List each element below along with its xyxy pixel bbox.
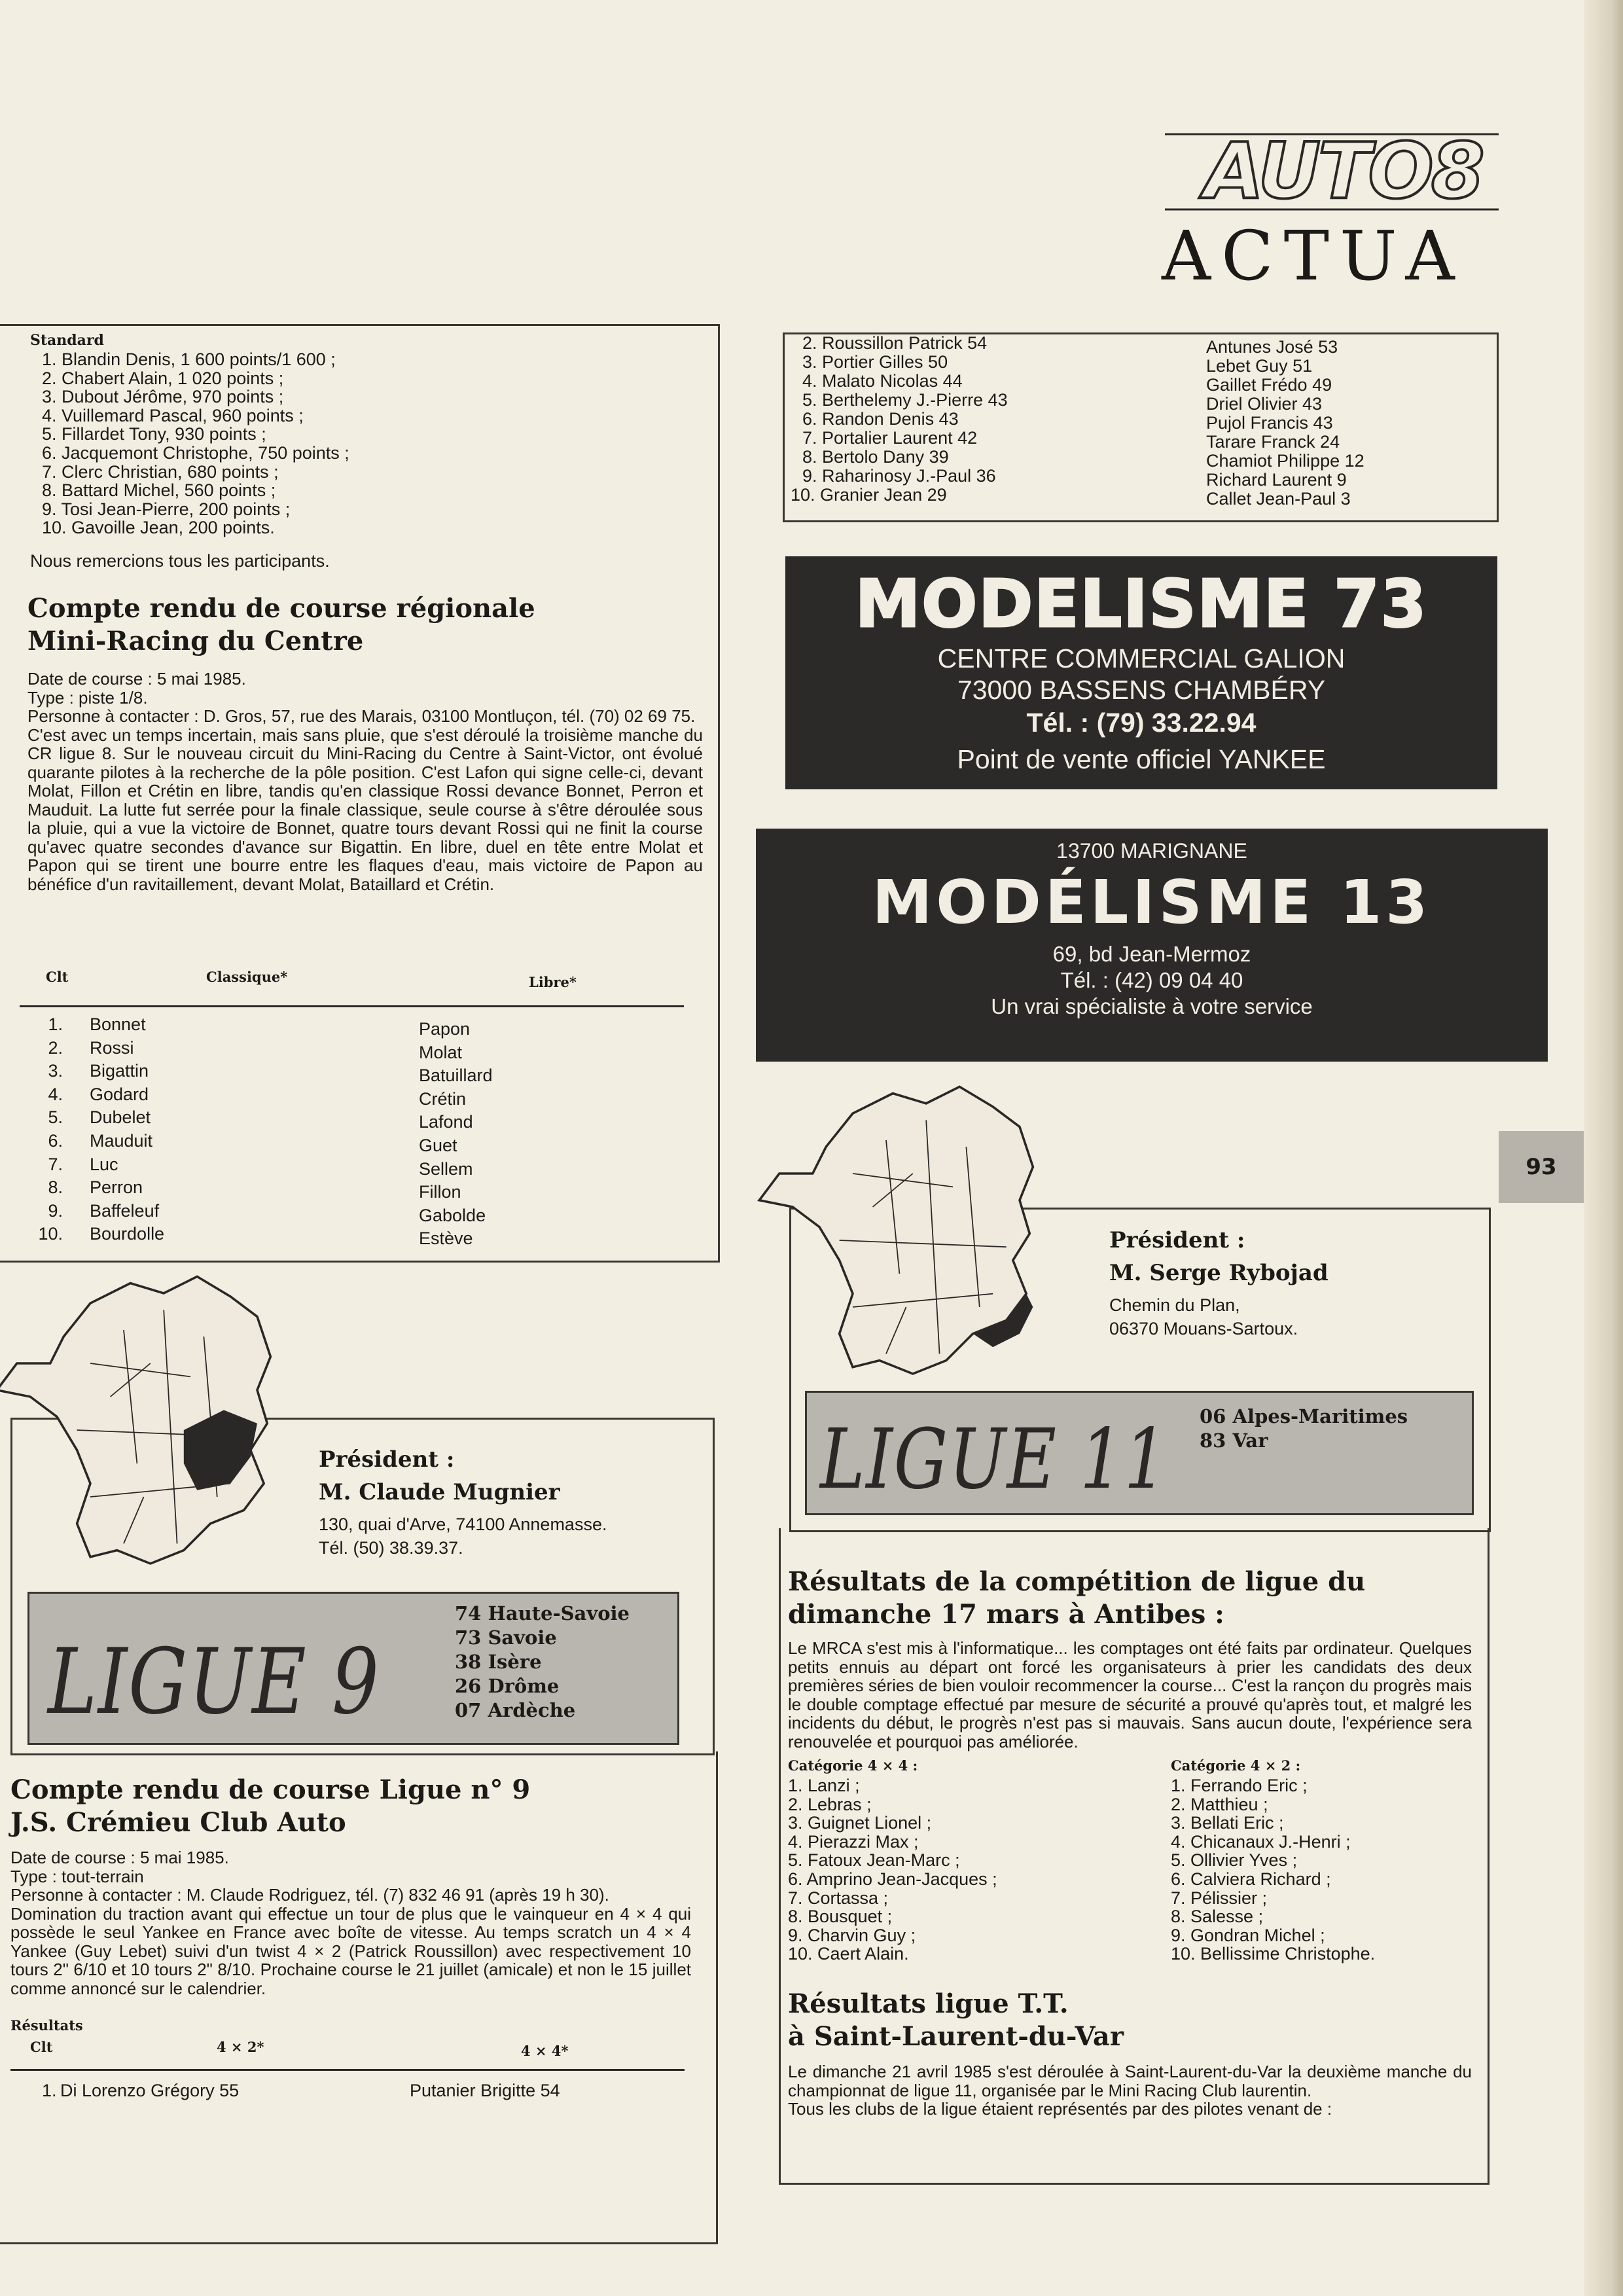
logo-mark	[1158, 118, 1505, 216]
list-item: 6. Randon Denis 43	[802, 409, 959, 429]
article-antibes	[788, 1566, 1472, 2119]
list-item: 8. Bertolo Dany 39	[802, 447, 949, 467]
article-ligue9-title-1: Compte rendu de course Ligue n° 9	[10, 1774, 531, 1805]
article-centre	[27, 592, 703, 893]
row-libre: Lafond	[419, 1112, 473, 1132]
row-classique: Rossi	[90, 1037, 134, 1058]
ad13-name: MODÉLISME 13	[872, 867, 1432, 937]
row-clt: 5.	[48, 1107, 63, 1128]
ad73-tagline: Point de vente officiel YANKEE	[957, 744, 1326, 774]
list-item: 2. Roussillon Patrick 54	[802, 333, 988, 353]
l9-row-4x2: Di Lorenzo Grégory 55	[60, 2081, 240, 2100]
ligue11-addr1: Chemin du Plan,	[1109, 1295, 1240, 1315]
list-item: 6. Calviera Richard ;	[1171, 1869, 1331, 1889]
row-libre: Batuillard	[419, 1066, 493, 1086]
row-libre: Fillon	[419, 1182, 461, 1202]
row-classique: Bigattin	[90, 1061, 149, 1081]
article-centre-title-1: Compte rendu de course régionale	[27, 593, 535, 624]
dept-item: 07 Ardèche	[455, 1699, 576, 1721]
table-row	[20, 1037, 687, 1060]
ad73-name: MODELISME 73	[855, 565, 1428, 642]
table-row	[20, 1153, 687, 1177]
list-item: 1. Lanzi ;	[788, 1776, 860, 1795]
article-centre-title-2: Mini-Racing du Centre	[27, 626, 364, 656]
row-classique: Bonnet	[90, 1014, 146, 1034]
standard-list	[42, 350, 698, 537]
ad13-top: 13700 MARIGNANE	[1056, 839, 1247, 863]
standard-title: Standard	[30, 332, 104, 349]
article-ligue9-meta-2: Type : tout-terrain	[10, 1866, 144, 1886]
list-item: 4. Pierazzi Max ;	[788, 1831, 919, 1852]
row-libre: Papon	[419, 1019, 471, 1039]
list-item: 10. Granier Jean 29	[791, 485, 947, 505]
magazine-logo	[1158, 118, 1505, 314]
list-item: 2. Matthieu ;	[1171, 1794, 1268, 1814]
dept-item: 06 Alpes-Maritimes	[1200, 1405, 1408, 1427]
list-item: 3. Bellati Eric ;	[1171, 1813, 1284, 1833]
l9-col-4x2: 4 × 2*	[217, 2039, 264, 2055]
page-number: 93	[1499, 1131, 1584, 1203]
list-item: Antunes José 53	[1206, 337, 1338, 357]
col-libre: Libre*	[529, 974, 577, 990]
ad73-line2: 73000 BASSENS CHAMBÉRY	[957, 675, 1326, 705]
ad73-line1: CENTRE COMMERCIAL GALION	[937, 643, 1346, 673]
list-item: 3. Guignet Lionel ;	[788, 1813, 932, 1833]
row-clt: 1.	[48, 1014, 63, 1034]
dept-item: 38 Isère	[455, 1651, 542, 1673]
list-item: 8. Salesse ;	[1171, 1907, 1264, 1927]
cat-4x2-title: Catégorie 4 × 2 :	[1171, 1757, 1301, 1774]
row-clt: 2.	[48, 1037, 63, 1058]
ligue9-addr1: 130, quai d'Arve, 74100 Annemasse.	[319, 1515, 607, 1534]
list-item: Gaillet Frédo 49	[1206, 375, 1332, 395]
table-row	[20, 1013, 687, 1037]
list-item: 10. Caert Alain.	[788, 1944, 909, 1964]
list-item: 9. Raharinosy J.-Paul 36	[802, 466, 996, 486]
table-row	[20, 1130, 687, 1153]
list-item: 2. Chabert Alain, 1 020 points ;	[42, 368, 284, 388]
list-item: 2. Lebras ;	[788, 1794, 872, 1814]
list-item: 6. Jacquemont Christophe, 750 points ;	[42, 442, 349, 463]
list-item: 1. Blandin Denis, 1 600 points/1 600 ;	[42, 350, 336, 369]
ligue9-president	[319, 1443, 698, 1560]
list-item: 4. Chicanaux J.-Henri ;	[1171, 1831, 1351, 1852]
results-label: Résultats	[10, 2017, 83, 2034]
list-item: Lebet Guy 51	[1206, 356, 1313, 376]
list-item: 10. Gavoille Jean, 200 points.	[42, 518, 275, 538]
ligue11-addr2: 06370 Mouans-Sartoux.	[1109, 1319, 1298, 1338]
list-item: 10. Bellissime Christophe.	[1171, 1944, 1376, 1964]
table-row	[20, 1106, 687, 1130]
dept-item: 26 Drôme	[455, 1675, 560, 1697]
list-item: 9. Charvin Guy ;	[788, 1925, 916, 1945]
list-item: 3. Dubout Jérôme, 970 points ;	[42, 387, 284, 407]
list-item: Callet Jean-Paul 3	[1206, 489, 1351, 509]
table-row	[20, 1223, 687, 1249]
ligue9-pres-label: Président :	[319, 1446, 455, 1473]
list-item: 6. Amprino Jean-Jacques ;	[788, 1869, 997, 1889]
ligue9-word: LIGUE 9	[48, 1629, 380, 1734]
row-classique: Mauduit	[90, 1130, 153, 1151]
l9-table-rule	[10, 2069, 685, 2071]
cat-4x2	[1171, 1757, 1472, 1964]
ligue11-pres-label: Président :	[1109, 1227, 1245, 1253]
table-row	[20, 1200, 687, 1223]
article-ligue9-meta-3: Personne à contacter : M. Claude Rodriguez, tél. (7) 832 46 91 (après 19 h 30).	[10, 1885, 609, 1905]
row-classique: Perron	[90, 1177, 143, 1198]
dept-item: 74 Haute-Savoie	[455, 1602, 630, 1624]
standard-block	[30, 331, 698, 571]
article-tt-body-2: Tous les clubs de la ligue étaient représentés par des pilotes venant de :	[788, 2099, 1332, 2119]
list-item: 3. Portier Gilles 50	[802, 352, 948, 372]
article-ligue9-meta-1: Date de course : 5 mai 1985.	[10, 1848, 229, 1867]
article-antibes-title-2: dimanche 17 mars à Antibes :	[788, 1599, 1224, 1630]
article-centre-meta-1: Date de course : 5 mai 1985.	[27, 669, 246, 689]
article-ligue9-body: Domination du traction avant qui effectue un tour de plus que le vainqueur en 4 × 4 qui possède le seul Yankee en France avec boîte de vitesse. Au temps scratch un 4 × 4 Yankee (Guy Lebet) suivi d'un twist 4 × 2 (Patrick Roussillon) avec respectivement 10 tours 2" 6/10 et 10 tours 2" 8/10. Prochaine course le 21 juillet (amicale) et non le 15 juillet comme annoncé sur le calendrier.	[10, 1903, 691, 1998]
row-libre: Sellem	[419, 1158, 473, 1179]
list-item: 5. Ollivier Yves ;	[1171, 1850, 1298, 1871]
cat-4x4-list	[788, 1776, 1154, 1964]
article-centre-meta-3: Personne à contacter : D. Gros, 57, rue des Marais, 03100 Montluçon, tél. (70) 02 69 75.	[27, 706, 696, 726]
ad73-phone: Tél. : (79) 33.22.94	[1026, 708, 1257, 738]
list-item: 1. Ferrando Eric ;	[1171, 1776, 1308, 1795]
list-item: 5. Fatoux Jean-Marc ;	[788, 1850, 960, 1871]
cat-4x2-list	[1171, 1776, 1472, 1964]
cat-4x4	[788, 1757, 1154, 1964]
table-row	[20, 1176, 687, 1200]
list-item: 5. Berthelemy J.-Pierre 43	[802, 390, 1008, 410]
article-centre-body: C'est avec un temps incertain, mais sans pluie, que s'est déroulé la troisième manche du CR ligue 8. Sur le nouveau circuit du Mini-Racing du Centre à Saint-Victor, ont évolué quarante pilotes à la recherche de la pôle position. C'est Lafon qui signe celle-ci, devant Molat, Fillon et Crétin en libre, tandis qu'en classique Rossi devance Bonnet, Perron et Mauduit. La lutte fut serrée pour la finale classique, seule course à s'être déroulée sous la pluie, qui a vue la victoire de Bonnet, quatre tours devant Rossi qui ne finit la course qu'avec quatre secondes d'avance sur Bigattin. En libre, duel en tête entre Molat et Papon qui se tirent une bourre entre les flaques d'eau, mais victoire de Papon au bénéfice d'un ravitaillement, devant Molat, Bataillard et Crétin.	[27, 725, 703, 894]
list-item: 8. Bousquet ;	[788, 1907, 893, 1927]
list-item: 5. Fillardet Tony, 930 points ;	[42, 424, 266, 444]
table-rows	[20, 1013, 687, 1249]
section-title: ACTUA	[1162, 216, 1465, 296]
ad-modelisme-13	[756, 829, 1548, 1062]
list-item: 9. Gondran Michel ;	[1171, 1925, 1325, 1945]
row-classique: Godard	[90, 1084, 149, 1104]
row-clt: 9.	[48, 1200, 63, 1221]
col-classique: Classique*	[206, 969, 288, 985]
row-libre: Gabolde	[419, 1205, 486, 1225]
list-item: Driel Olivier 43	[1206, 394, 1323, 414]
list-item: 4. Malato Nicolas 44	[802, 371, 963, 391]
dept-item: 73 Savoie	[455, 1626, 557, 1649]
ligue9-table-header	[10, 2039, 691, 2069]
article-antibes-title-1: Résultats de la compétition de ligue du	[788, 1566, 1366, 1597]
row-clt: 6.	[48, 1130, 63, 1151]
dept-item: 83 Var	[1200, 1429, 1268, 1452]
ligue9-band	[27, 1592, 679, 1745]
ligue11-pres-name: M. Serge Rybojad	[1109, 1260, 1329, 1286]
table-row	[20, 1060, 687, 1086]
list-item: 7. Pélissier ;	[1171, 1888, 1268, 1908]
article-tt-body: Le dimanche 21 avril 1985 s'est déroulée à Saint-Laurent-du-Var la deuxième manche du championnat de ligue 11, organisée par le Mini Racing Club laurentin.	[788, 2062, 1472, 2100]
row-classique: Baffeleuf	[90, 1200, 160, 1221]
row-clt: 3.	[48, 1061, 63, 1081]
france-map-ligue9	[0, 1263, 327, 1597]
row-classique: Dubelet	[90, 1107, 151, 1128]
row-libre: Molat	[419, 1042, 463, 1062]
page-edge-shadow	[1584, 0, 1623, 2296]
ligue11-word: LIGUE 11	[820, 1411, 1168, 1507]
row-libre: Crétin	[419, 1088, 467, 1109]
antibes-categories	[788, 1757, 1472, 1980]
list-item: 4. Vuillemard Pascal, 960 points ;	[42, 405, 304, 425]
table-row	[20, 1083, 687, 1107]
list-item: Pujol Francis 43	[1206, 413, 1333, 433]
results-top-left-list	[791, 334, 1144, 505]
l9-row-clt: 1.	[42, 2081, 57, 2100]
results-top-right-list	[1206, 338, 1481, 509]
row-clt: 10.	[38, 1224, 63, 1244]
article-centre-meta-2: Type : piste 1/8.	[27, 687, 148, 708]
row-libre: Guet	[419, 1135, 457, 1155]
ad-modelisme-73	[785, 556, 1497, 789]
article-ligue9-title-2: J.S. Crémieu Club Auto	[10, 1807, 346, 1838]
list-item: 7. Cortassa ;	[788, 1888, 889, 1908]
list-item: 9. Tosi Jean-Pierre, 200 points ;	[42, 499, 291, 519]
row-classique: Luc	[90, 1154, 118, 1174]
standard-thanks: Nous remercions tous les participants.	[30, 550, 330, 571]
list-item: Tarare Franck 24	[1206, 432, 1340, 452]
article-tt-title-2: à Saint-Laurent-du-Var	[788, 2021, 1124, 2052]
row-clt: 8.	[48, 1177, 63, 1198]
ad13-phone: Tél. : (42) 09 04 40	[1060, 968, 1243, 992]
l9-col-4x4: 4 × 4*	[521, 2043, 569, 2059]
col-clt: Clt	[46, 969, 69, 985]
list-item: 7. Clerc Christian, 680 points ;	[42, 461, 279, 482]
list-item: 8. Battard Michel, 560 points ;	[42, 480, 276, 501]
ligue9-pres-name: M. Claude Mugnier	[319, 1479, 560, 1505]
l9-table-row	[10, 2081, 691, 2114]
ligue9-depts	[455, 1602, 630, 1723]
ligue11-president	[1109, 1224, 1476, 1340]
centre-results-table	[20, 969, 687, 1250]
logo-text: AUTO8	[1204, 126, 1482, 216]
ligue9-addr2: Tél. (50) 38.39.37.	[319, 1538, 463, 1558]
row-libre: Estève	[419, 1229, 473, 1249]
france-map-ligue11	[753, 1073, 1086, 1407]
list-item: 7. Portalier Laurent 42	[802, 428, 978, 448]
article-antibes-body: Le MRCA s'est mis à l'informatique... les comptages ont été faits par ordinateur. Quelques petits ennuis au départ ont forcé les organisateurs à prier les candidats des deux premières séries de bien vouloir recommencer la course... C'est la rançon du progrès mais le double comptage effectué par mesure de sécurité a prouvé qu'après tout, et malgré les incidents du début, le progrès n'est pas si mauvais. Sans aucun doute, l'expérience sera renouvelée et pourquoi pas améliorée.	[788, 1638, 1472, 1751]
ligue11-depts	[1200, 1405, 1408, 1453]
table-rule	[20, 1005, 684, 1007]
l9-col-clt: Clt	[30, 2039, 53, 2055]
list-item: Richard Laurent 9	[1206, 470, 1347, 490]
list-item: Chamiot Philippe 12	[1206, 451, 1364, 471]
l9-row-4x4: Putanier Brigitte 54	[410, 2081, 560, 2100]
ligue11-band	[805, 1391, 1474, 1515]
cat-4x4-title: Catégorie 4 × 4 :	[788, 1757, 918, 1774]
row-clt: 4.	[48, 1084, 63, 1104]
row-clt: 7.	[48, 1154, 63, 1174]
article-tt-title-1: Résultats ligue T.T.	[788, 1988, 1069, 2019]
ad13-tagline: Un vrai spécialiste à votre service	[991, 994, 1313, 1018]
row-classique: Bourdolle	[90, 1224, 165, 1244]
article-ligue9	[10, 1774, 691, 2114]
ad13-address: 69, bd Jean-Mermoz	[1052, 942, 1251, 966]
